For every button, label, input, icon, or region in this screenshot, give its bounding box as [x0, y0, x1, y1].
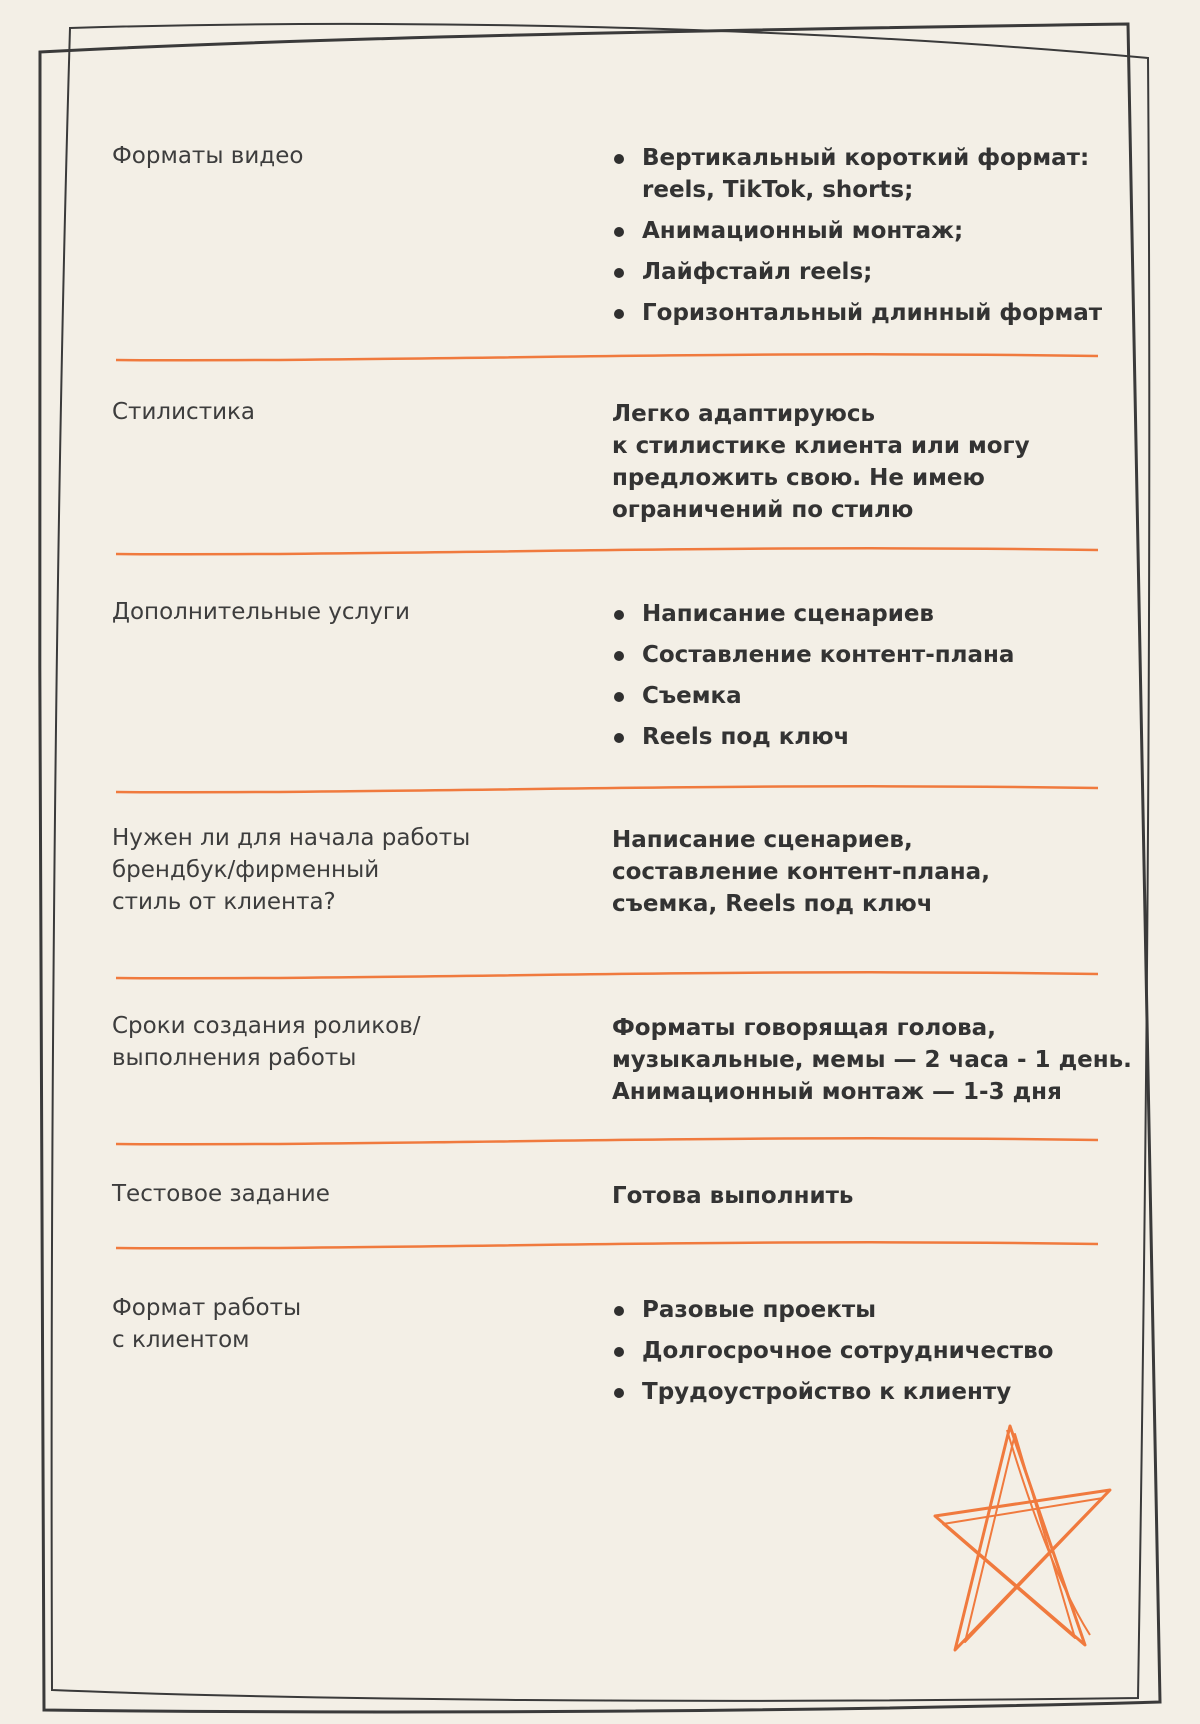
list-item: Лайфстайл reels;	[612, 256, 1172, 288]
list-item: Горизонтальный длинный формат	[612, 297, 1172, 329]
list-item: Написание сценариев	[612, 598, 1172, 630]
divider	[112, 1236, 1102, 1256]
row-content	[612, 1012, 1172, 1108]
list-item: Трудоустройство к клиенту	[612, 1376, 1172, 1408]
list-item: Долгосрочное сотрудничество	[612, 1335, 1172, 1367]
list-item: Вертикальный короткий формат: reels, TikTok, shorts;	[612, 142, 1172, 206]
divider	[112, 1132, 1102, 1152]
bullet-list	[612, 142, 1172, 329]
row-label: Форматы видео	[112, 143, 304, 169]
bullet-list	[612, 598, 1172, 753]
row-content	[612, 398, 1172, 526]
row-label: Нужен ли для начала работы брендбук/фирменный стиль от клиента?	[112, 825, 471, 915]
list-item: Reels под ключ	[612, 721, 1172, 753]
list-item: Составление контент-плана	[612, 639, 1172, 671]
list-item: Анимационный монтаж;	[612, 215, 1172, 247]
row-label: Тестовое задание	[112, 1181, 330, 1207]
row-text: Готова выполнить	[612, 1183, 854, 1209]
hand-drawn-star-icon	[915, 1420, 1115, 1660]
list-item: Разовые проекты	[612, 1294, 1172, 1326]
row-text: Легко адаптируюсь к стилистике клиента или могу предложить свою. Не имею ограничений по стилю	[612, 401, 1030, 523]
bullet-list	[612, 1294, 1172, 1408]
row-content	[612, 142, 1172, 338]
row-text: Форматы говорящая голова, музыкальные, мемы — 2 часа - 1 день. Анимационный монтаж — 1-3 дня	[612, 1015, 1132, 1105]
row-label: Формат работы с клиентом	[112, 1295, 302, 1353]
divider	[112, 966, 1102, 986]
list-item: Съемка	[612, 680, 1172, 712]
divider	[112, 780, 1102, 800]
row-content	[612, 1294, 1172, 1417]
row-content	[612, 1180, 1172, 1212]
divider	[112, 542, 1102, 562]
row-label: Сроки создания роликов/ выполнения работы	[112, 1013, 421, 1071]
row-content	[612, 598, 1172, 762]
row-content	[612, 824, 1172, 920]
row-text: Написание сценариев, составление контент-плана, съемка, Reels под ключ	[612, 827, 990, 917]
row-label: Стилистика	[112, 399, 256, 425]
row-label: Дополнительные услуги	[112, 599, 410, 625]
divider	[112, 348, 1102, 368]
